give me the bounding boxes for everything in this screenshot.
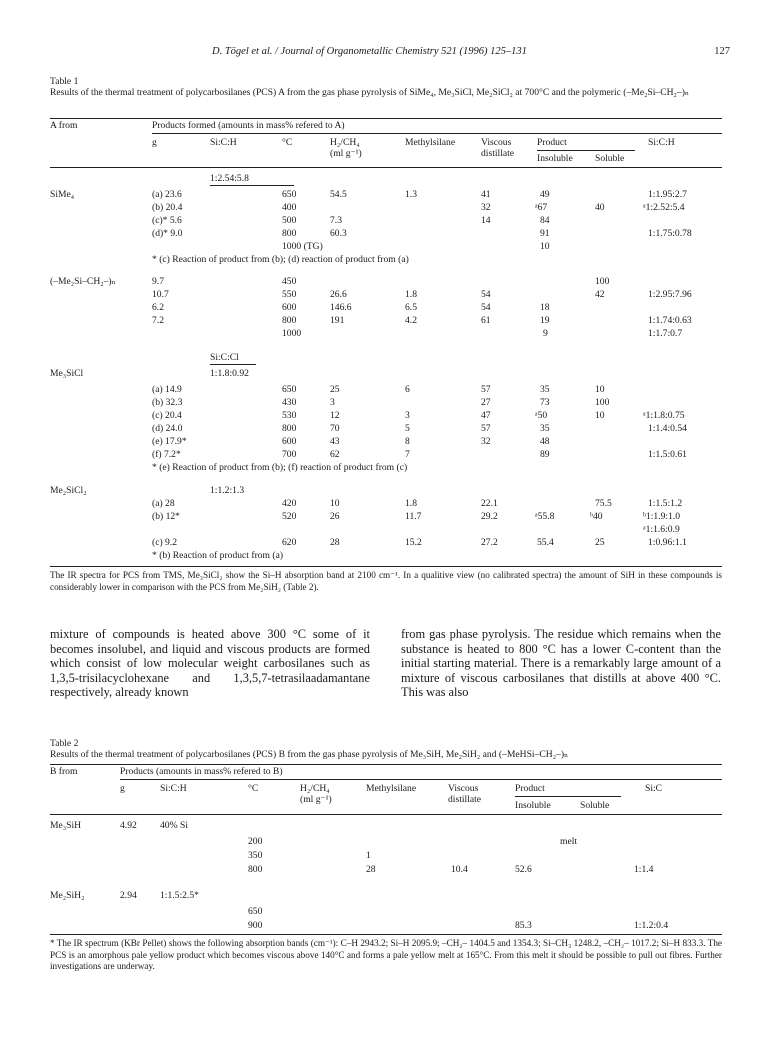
running-title: D. Tögel et al. / Journal of Organometallic Chemistry 521 (1996) 125–131: [212, 46, 527, 57]
t1-s3-r3-h2: 28: [330, 537, 340, 548]
body-column-right: from gas phase pyrolysis. The residue which remains when the substance is heated to 800 °C has a lower C-content than the initial starting material. There is a remarkably large amount of a mixture of viscous carbosilanes that distills at above 400 °C. This was also: [401, 627, 721, 700]
table2-label: Table 2: [50, 738, 79, 749]
t1-h-methylsilane: Methylsilane: [405, 137, 456, 148]
t1-h-products: Products formed (amounts in mass% refered to A): [152, 120, 345, 131]
t1-h-g: g: [152, 137, 157, 148]
page-number: 127: [714, 46, 730, 57]
t1-s2-r2-ins: ᵃ50: [535, 410, 548, 421]
t1-s2-r5-ms: 7: [405, 449, 410, 460]
body-column-left: mixture of compounds is heated above 300 °C some of it becomes insolubel, and liquid and viscous products are formed which consist of low molecular weight carbosilanes such as 1,3,5-trisilacyclohexane and 1,3,5,7-tetrasilaadamantane respectively, already known: [50, 627, 370, 700]
t2-r3-sic: 1:1.4: [634, 864, 654, 875]
table2-footnote: * The IR spectrum (KBr Pellet) shows the following absorption bands (cm⁻¹): C–H 2943.2; Si–H 2095.9; –CH₂– 1404.5 and 1354.3; Si–CH₃ 1248.2, –CH₂– 1017.2; Si–H 833.3. The PCS is an amorphous pale yellow product which becomes viscous above 140°C and forms a pale yellow melt at 165°C. From this melt it should be possible to pull out fibres. Further investigations are underway.: [50, 938, 722, 971]
t1-h-product: Product: [537, 137, 567, 148]
t2-h-distillate: distillate: [448, 794, 482, 805]
t1-s0-r2-vd: 14: [481, 215, 491, 226]
t2-r5-c: 650: [248, 906, 263, 917]
t2-h-sic: Si:C: [645, 783, 663, 794]
t1-s1-r1-h2: 26.6: [330, 289, 347, 300]
t1-h-mlg: (ml g⁻¹): [330, 148, 362, 159]
t1-s2-r0-ms: 6: [405, 384, 410, 395]
t1-sicl-rule: [210, 364, 256, 365]
t1-s2-r0-h2: 25: [330, 384, 340, 395]
t1-s1-r2-ins: 18: [540, 302, 550, 313]
t1-products-rule: [152, 133, 722, 134]
t2-r6-ins: 85.3: [515, 920, 532, 931]
t1-s0-r2-ins: 84: [540, 215, 550, 226]
t1-s2-r2-h2: 12: [330, 410, 340, 421]
t1-s3-r1-r: ᵇ1:1.9:1.0: [643, 511, 681, 522]
t1-s1-r3-vd: 61: [481, 315, 491, 326]
t1-s3-r3-ms: 15.2: [405, 537, 422, 548]
t2-r0-g: 4.92: [120, 820, 137, 831]
t1-s0-r1-g: (b) 20.4: [152, 202, 183, 213]
t2-r3-c: 800: [248, 864, 263, 875]
t1-s1-r2-vd: 54: [481, 302, 491, 313]
t1-s2-r3-h2: 70: [330, 423, 340, 434]
t1-s3-note: * (b) Reaction of product from (a): [152, 550, 284, 561]
table1-top-rule: [50, 118, 722, 119]
t1-s1-r2-c: 600: [282, 302, 297, 313]
t1-s3-r1-sol: ᵇ40: [590, 511, 603, 522]
t2-r3-ins: 52.6: [515, 864, 532, 875]
t2-h-soluble: Soluble: [580, 800, 610, 811]
t1-h-from: A from: [50, 120, 78, 131]
t1-s3-r1-c: 520: [282, 511, 297, 522]
t1-s0-r1-r: ᵃ1:2.52:5.4: [643, 202, 685, 213]
t1-header-rule: [50, 167, 722, 168]
t1-s1-r1-r: 1:2.95:7.96: [648, 289, 692, 300]
t1-s2-r0-g: (a) 14.9: [152, 384, 182, 395]
t1-s1-r1-sol: 42: [595, 289, 605, 300]
t2-products-rule: [120, 779, 722, 780]
t1-s3-r1-g: (b) 12*: [152, 511, 180, 522]
t1-s1-r0-g: 9.7: [152, 276, 164, 287]
t1-s1-r2-h2: 146.6: [330, 302, 352, 313]
t1-s2-r2-g: (c) 20.4: [152, 410, 182, 421]
t1-s2-note: * (e) Reaction of product from (b); (f) reaction of product from (c): [152, 462, 408, 473]
t1-s2-r1-sol: 100: [595, 397, 610, 408]
t1-s2-r5-ins: 89: [540, 449, 550, 460]
t1-s2-r3-vd: 57: [481, 423, 491, 434]
t1-s0-r1-sol: 40: [595, 202, 605, 213]
t2-h-insoluble: Insoluble: [515, 800, 551, 811]
t1-s0-r0-ms: 1.3: [405, 189, 417, 200]
t1-s0-r0-ins: 49: [540, 189, 550, 200]
t2-h-from: B from: [50, 766, 78, 777]
t1-s3-ratio: 1:1.2:1.3: [210, 485, 245, 496]
t2-r3-vd: 10.4: [451, 864, 468, 875]
t2-r4-g: 2.94: [120, 890, 137, 901]
t2-h-viscous: Viscous: [448, 783, 479, 794]
t1-s3-r1-ms: 11.7: [405, 511, 422, 522]
t2-r4-from: Me₂SiH₂: [50, 890, 85, 901]
table1-caption-text: Results of the thermal treatment of polycarbosilanes (PCS) A from the gas phase pyrolysis of SiMe₄, Me₃SiCl, Me₂SiCl₂ at 700°C and the polymeric (–Me₂Si–CH₂–)ₙ: [50, 87, 690, 98]
t1-s1-r3-g: 7.2: [152, 315, 164, 326]
t1-s0-r3-r: 1:1.75:0.78: [648, 228, 692, 239]
t1-s0-r1-c: 400: [282, 202, 297, 213]
t1-s2-r3-r: 1:1.4:0.54: [648, 423, 687, 434]
t1-s2-ratio: 1:1.8:0.92: [210, 368, 249, 379]
t2-r0-from: Me₃SiH: [50, 820, 82, 831]
t1-s2-r5-g: (f) 7.2*: [152, 449, 181, 460]
t2-h-methylsilane: Methylsilane: [366, 783, 417, 794]
t1-s0-ratio: 1:2.54:5.8: [210, 173, 249, 184]
t1-s1-r3-h2: 191: [330, 315, 345, 326]
t1-product-rule: [537, 150, 635, 151]
t2-h-sich: Si:C:H: [160, 783, 187, 794]
t1-h-viscous: Viscous: [481, 137, 512, 148]
t1-s0-r2-c: 500: [282, 215, 297, 226]
t1-s2-r1-h2: 3: [330, 397, 335, 408]
t2-r3-ms: 28: [366, 864, 376, 875]
t1-s2-r4-h2: 43: [330, 436, 340, 447]
t1-s0-r4-ins: 10: [540, 241, 550, 252]
t1-s2-label: Me₃SiCl: [50, 368, 84, 379]
t1-s2-r3-g: (d) 24.0: [152, 423, 183, 434]
t1-s0-label: SiMe₄: [50, 189, 75, 200]
t1-s1-r2-g: 6.2: [152, 302, 164, 313]
t1-s3-r1-h2: 26: [330, 511, 340, 522]
t1-s2-r4-c: 600: [282, 436, 297, 447]
t1-s2-r0-c: 650: [282, 384, 297, 395]
t1-s3-r0-c: 420: [282, 498, 297, 509]
t1-s1-r1-vd: 54: [481, 289, 491, 300]
t1-s1-r4-r: 1:1.7:0.7: [648, 328, 683, 339]
t1-s1-r0-c: 450: [282, 276, 297, 287]
t1-sub-sicl: Si:C:Cl: [210, 352, 239, 363]
t1-s3-r3-vd: 27.2: [481, 537, 498, 548]
t1-s1-r4-ins: 9: [543, 328, 548, 339]
t1-s0-r0-h2: 54.5: [330, 189, 347, 200]
t1-s3-r1-ins: ᵃ55.8: [535, 511, 555, 522]
t1-s3-label: Me₂SiCl₂: [50, 485, 87, 496]
t1-s0-r1-ins: ᵃ67: [535, 202, 548, 213]
t1-s3-r3-r: 1:0.96:1.1: [648, 537, 687, 548]
running-header: [50, 46, 730, 60]
t1-s0-r4-c: 1000 (TG): [282, 241, 323, 252]
t1-h-insoluble: Insoluble: [537, 153, 573, 164]
table1-bottom-rule: [50, 566, 722, 567]
table1-caption: [50, 76, 730, 98]
t1-s1-r3-r: 1:1.74:0.63: [648, 315, 692, 326]
t2-r1-c: 200: [248, 836, 263, 847]
t1-s2-r1-ins: 73: [540, 397, 550, 408]
t1-h-sich2: Si:C:H: [648, 137, 675, 148]
t1-s1-r1-g: 10.7: [152, 289, 169, 300]
t1-s0-r0-c: 650: [282, 189, 297, 200]
t1-s1-r3-ms: 4.2: [405, 315, 417, 326]
t1-s2-r2-c: 530: [282, 410, 297, 421]
t1-s2-r4-ins: 48: [540, 436, 550, 447]
t1-s2-r2-sol: 10: [595, 410, 605, 421]
t1-s2-r5-h2: 62: [330, 449, 340, 460]
t1-s3-r0-sol: 75.5: [595, 498, 612, 509]
t1-s0-r3-g: (d)* 9.0: [152, 228, 183, 239]
t1-s1-r3-c: 800: [282, 315, 297, 326]
t1-s1-r2-ms: 6.5: [405, 302, 417, 313]
t1-h-sich: Si:C:H: [210, 137, 237, 148]
table2-caption-text: Results of the thermal treatment of polycarbosilanes (PCS) B from the gas phase pyrolysis of Me₃SiH, Me₂SiH₂ and (–MeHSi–CH₂–)ₙ: [50, 749, 569, 760]
table2-caption: [50, 738, 730, 760]
t1-h-h2ch4: H₂/CH₄: [330, 137, 360, 148]
t1-s0-r3-ins: 91: [540, 228, 550, 239]
t1-s0-r2-h2: 7.3: [330, 215, 342, 226]
t1-s3-r0-ms: 1.8: [405, 498, 417, 509]
t1-s2-r1-g: (b) 32.3: [152, 397, 183, 408]
t1-s2-r3-ms: 5: [405, 423, 410, 434]
t2-r6-sic: 1:1.2:0.4: [634, 920, 669, 931]
t1-s2-r4-ms: 8: [405, 436, 410, 447]
t2-r1-sol: melt: [560, 836, 578, 847]
table2-top-rule: [50, 764, 722, 765]
t2-r0-r: 40% Si: [160, 820, 188, 831]
t1-s2-r0-vd: 57: [481, 384, 491, 395]
t1-s3-r3-g: (c) 9.2: [152, 537, 178, 548]
t1-s2-r3-ins: 35: [540, 423, 550, 434]
t1-s2-r2-ms: 3: [405, 410, 410, 421]
t1-s3-r0-h2: 10: [330, 498, 340, 509]
t1-s2-r3-c: 800: [282, 423, 297, 434]
table1-label: Table 1: [50, 76, 79, 87]
t1-s1-r4-c: 1000: [282, 328, 302, 339]
t2-h-mlg: (ml g⁻¹): [300, 794, 332, 805]
t2-h-products: Products (amounts in mass% refered to B): [120, 766, 283, 777]
t2-r2-ms: 1: [366, 850, 371, 861]
t2-r6-c: 900: [248, 920, 263, 931]
t1-s3-r2-r: ᵃ1:1.6:0.9: [643, 524, 680, 535]
t1-s3-r0-r: 1:1.5:1.2: [648, 498, 683, 509]
t1-s3-r0-vd: 22.1: [481, 498, 498, 509]
t1-s0-r2-g: (c)* 5.6: [152, 215, 182, 226]
table1-footnote: The IR spectra for PCS from TMS, Me₃SiCl₂ show the Si–H absorption band at 2100 cm⁻¹. In a qualitive view (no calibrated spectra) the amount of SiH in these compounds is considerably lower in comparison with the PCS from Me₂SiH₂ (Table 2).: [50, 570, 722, 592]
t1-h-c: °C: [282, 137, 293, 148]
t1-s2-r5-c: 700: [282, 449, 297, 460]
t1-s1-r0-sol: 100: [595, 276, 610, 287]
t1-s2-r5-r: 1:1.5:0.61: [648, 449, 687, 460]
t1-s2-r0-ins: 35: [540, 384, 550, 395]
t1-s3-r3-c: 620: [282, 537, 297, 548]
t1-s0-note: * (c) Reaction of product from (b); (d) reaction of product from (a): [152, 254, 409, 265]
t1-s2-r1-vd: 27: [481, 397, 491, 408]
t1-h-distillate: distillate: [481, 148, 515, 159]
t1-s2-r2-vd: 47: [481, 410, 491, 421]
t2-r4-r: 1:1.5:2.5*: [160, 890, 199, 901]
t1-s2-r0-sol: 10: [595, 384, 605, 395]
t2-h-product: Product: [515, 783, 545, 794]
t1-s3-r0-g: (a) 28: [152, 498, 175, 509]
t1-s0-r3-c: 800: [282, 228, 297, 239]
t2-r2-c: 350: [248, 850, 263, 861]
t1-s2-r1-c: 430: [282, 397, 297, 408]
t1-s0-r1-vd: 32: [481, 202, 491, 213]
t1-s3-r3-sol: 25: [595, 537, 605, 548]
t1-h-soluble: Soluble: [595, 153, 625, 164]
t1-s1-r3-ins: 19: [540, 315, 550, 326]
t2-h-h2ch4: H₂/CH₄: [300, 783, 330, 794]
t1-s2-r4-g: (e) 17.9*: [152, 436, 187, 447]
t2-h-c: °C: [248, 783, 259, 794]
t1-s3-r3-ins: 55.4: [537, 537, 554, 548]
t1-s0-r0-vd: 41: [481, 189, 491, 200]
t1-s0-r0-g: (a) 23.6: [152, 189, 182, 200]
t2-h-g: g: [120, 783, 125, 794]
t2-header-rule: [50, 814, 722, 815]
t1-s1-r1-ms: 1.8: [405, 289, 417, 300]
table2-bottom-rule: [50, 934, 722, 935]
t1-s3-r1-vd: 29.2: [481, 511, 498, 522]
t1-s0-r0-r: 1:1.95:2.7: [648, 189, 687, 200]
t1-s1-label: (–Me₂Si–CH₂–)ₙ: [50, 276, 116, 287]
t1-s1-r1-c: 550: [282, 289, 297, 300]
t1-s2-r4-vd: 32: [481, 436, 491, 447]
t1-s0-ratio-rule: [210, 185, 294, 186]
t1-s2-r2-r: ᵃ1:1.8:0.75: [643, 410, 685, 421]
t2-product-rule: [515, 796, 621, 797]
t1-s0-r3-h2: 60.3: [330, 228, 347, 239]
